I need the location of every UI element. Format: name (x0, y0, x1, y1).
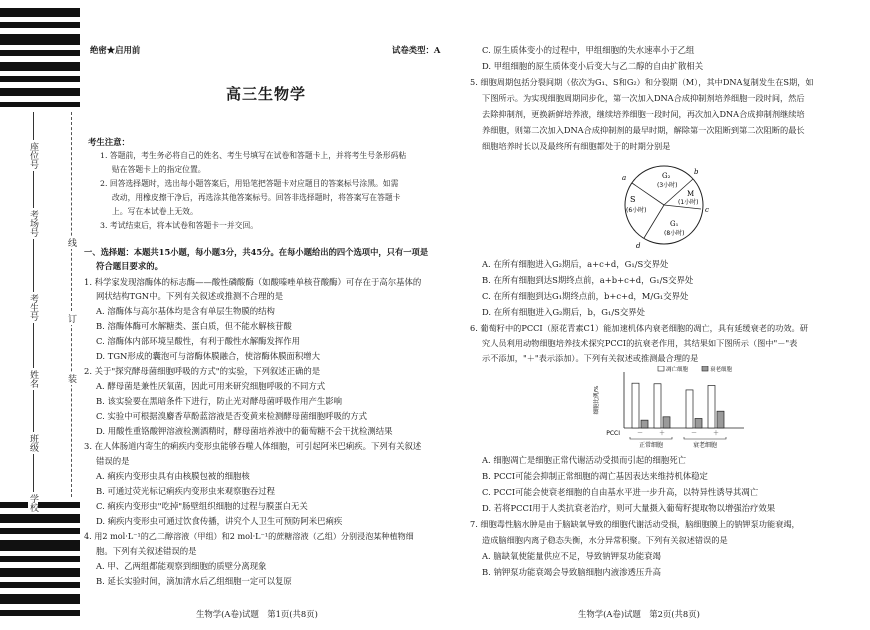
binding-stripe (0, 556, 80, 562)
option-line: A. 溶酶体与高尔基体均是含有单层生物膜的结构 (96, 306, 275, 316)
x-tick-label: ＋ (658, 430, 666, 437)
option-line: A. 酵母菌是兼性厌氧菌，因此可用来研究细胞呼吸的不同方式 (96, 381, 326, 391)
binding-stripe (0, 76, 80, 82)
right-page (470, 0, 866, 630)
class-label: 班级 (28, 434, 38, 452)
option-line: A. 细胞凋亡是细胞正常代谢活动受损而引起的细胞死亡 (482, 455, 686, 465)
group-bracket (684, 437, 726, 439)
question-line: 错误的是 (96, 456, 130, 466)
question-line: 2. 关于"探究酵母菌细胞呼吸的方式"的实验，下列叙述正确的是 (84, 366, 321, 376)
legend-label: 凋亡细胞 (666, 367, 689, 373)
left-page (84, 0, 448, 630)
binding-stripe (0, 568, 80, 577)
pcci-bar-chart (588, 366, 788, 450)
legend-swatch (658, 366, 664, 371)
page-footer: 生物学(A卷)试题 第2页(共8页) (578, 609, 700, 619)
option-line: D. 在所有细胞进入G₂期后，b，G₁/S交界处 (482, 307, 646, 317)
exam-title: 高三生物学 (225, 85, 306, 103)
option-line: D. 若将PCCI用于人类抗衰老治疗，则可大量摄入葡萄籽提取物以增强治疗效果 (482, 503, 776, 513)
bar-apoptotic (708, 385, 715, 428)
y-axis-label: 细胞比例/% (594, 385, 600, 415)
binding-stripe (0, 50, 80, 56)
option-line: D. 甲组细胞的原生质体变小后变大与乙二醇的自由扩散相关 (482, 61, 704, 71)
legend-label: 衰老细胞 (710, 367, 733, 373)
option-line: B. 在所有细胞到达S期终点前，a+b+c+d，G₁/S交界处 (482, 275, 694, 285)
option-line: B. 溶酶体酶可水解糖类、蛋白质，但不能水解核苷酸 (96, 321, 292, 331)
option-line: B. 延长实验时间，滴加清水后乙组细胞一定可以复原 (96, 576, 292, 586)
point-d-label: d (636, 242, 641, 250)
phase-s-label: S (630, 195, 636, 204)
text-line: 上。写在本试卷上无效。 (112, 207, 198, 216)
legend-swatch (702, 366, 708, 371)
text-line: 改动，用橡皮擦干净后，再选涂其他答案标号。回答非选择题时，将答案写在答题卡 (112, 193, 401, 202)
question-line: 示不添加，"＋"表示添加）。下列有关叙述或推测最合理的是 (482, 353, 699, 363)
option-line: D. 用酸性重铬酸钾溶液检测酒精时，酵母菌培养液中的葡萄糖不会干扰检测结果 (96, 426, 393, 436)
binding-stripe (0, 62, 80, 71)
binding-stripe (0, 528, 80, 534)
cell-cycle-diagram (614, 160, 714, 250)
x-tick-label: － (636, 430, 644, 437)
binding-stripe (0, 594, 80, 604)
binding-stripe (0, 582, 80, 588)
confidential-label: 绝密★启用前 (90, 45, 141, 55)
text-line: 2. 回答选择题时，选出每小题答案后，用铅笔把答题卡对应题目的答案标号涂黑。如需 (100, 179, 399, 188)
option-line: B. 该实验要在黑暗条件下进行，防止光对酵母菌呼吸作用产生影响 (96, 396, 342, 406)
question-line: 5. 细胞周期包括分裂间期（依次为G₁、S和G₂）和分裂期（M），其中DNA复制发生在S期，如 (470, 77, 814, 87)
school-label: 学校 (28, 494, 38, 512)
group-label: 正常细胞 (638, 442, 664, 449)
seat-number-label: 座位号 (28, 142, 38, 169)
option-line: B. PCCI可能会抑制正常细胞的凋亡基因表达来维持机体稳定 (482, 471, 708, 481)
phase-g1-hours: (8小时) (664, 230, 685, 237)
phase-g2-label: G₂ (662, 172, 671, 180)
group-label: 衰老细胞 (692, 442, 718, 449)
binding-stripe (0, 610, 80, 616)
section-heading: 符合题目要求的。 (96, 261, 163, 271)
question-line: 1. 科学家发现溶酶体的标志酶——酸性磷酸酶（如酸嗪唑单核苷酸酶）可存在于高尔基体的 (84, 277, 422, 287)
phase-g2-hours: (3小时) (657, 182, 678, 189)
bar-apoptotic (654, 384, 661, 428)
bar-senescent (717, 411, 724, 428)
question-line: 4. 用2 mol·L⁻¹的乙二醇溶液（甲组）和2 mol·L⁻¹的蔗糖溶液（乙组）分别浸泡某种植物细 (84, 531, 414, 541)
candidate-number-label: 考生号 (28, 294, 38, 321)
bind-mark: 装 (66, 374, 76, 383)
option-line: C. PCCI可能会使衰老细胞的自由基水平进一步升高，以特异性诱导其凋亡 (482, 487, 759, 497)
binding-stripe (0, 102, 80, 107)
option-line: C. 在所有细胞到达G₁期终点前，b+c+d，M/G₁交界处 (482, 291, 689, 301)
bar-senescent (663, 417, 670, 428)
option-line: C. 痢疾内变形虫"吃掉"肠壁组织细胞的过程与膜蛋白无关 (96, 501, 308, 511)
bar-senescent (641, 420, 648, 428)
option-line: C. 原生质体变小的过程中，甲组细胞的失水速率小于乙组 (482, 45, 695, 55)
text-line: 贴在答题卡上的指定位置。 (112, 165, 206, 174)
phase-m-label: M (687, 190, 695, 198)
question-line: 下图所示。为实现细胞周期同步化，第一次加入DNA合成抑制剂培养细胞一段时间，然后 (482, 93, 805, 103)
bar-apoptotic (632, 383, 639, 428)
phase-s-hours: (6小时) (626, 207, 647, 214)
option-line: A. 在所有细胞进入G₂期后，a+c+d，G₁/S交界处 (482, 259, 669, 269)
option-line: B. 可通过荧光标记痢疾内变形虫来观察胞吞过程 (96, 486, 275, 496)
option-line: A. 痢疾内变形虫具有由核膜包被的细胞核 (96, 471, 250, 481)
cycle-divider (644, 205, 664, 238)
question-line: 胞。下列有关叙述错误的是 (96, 546, 197, 556)
binding-stripe (0, 88, 80, 96)
question-line: 3. 在人体肠道内寄生的痢疾内变形虫能够吞噬人体细胞，可引起阿米巴痢疾。下列有关叙述 (84, 441, 422, 451)
option-line: B. 钠钾泵功能衰竭会导致脑细胞内液渗透压升高 (482, 567, 661, 577)
cut-line (71, 112, 72, 497)
pcci-row-label: PCCI (606, 430, 620, 437)
question-line: 究人员利用动物细胞培养技术探究PCCI的抗衰老作用，其结果如下图所示（图中"－"表 (482, 338, 798, 348)
question-line: 细胞培养时长以及最终所有细胞都处于的时期分别是 (482, 141, 671, 151)
line-mark: 线 (66, 238, 76, 247)
bar-senescent (695, 418, 702, 428)
question-line: 养细胞，则第二次加入DNA合成抑制剂的最早时期，解除第一次阻断到第二次阻断的最长 (482, 125, 805, 135)
binding-stripe (0, 540, 80, 551)
bar-apoptotic (686, 390, 693, 428)
binding-strip (0, 0, 80, 630)
binding-stripe (0, 22, 80, 28)
name-label: 姓名 (28, 370, 38, 388)
option-line: C. 实验中可根据溴麝香草酚蓝溶液是否变黄来检测酵母菌细胞呼吸的方式 (96, 411, 368, 421)
question-line: 6. 葡萄籽中的PCCI（原花青素C1）能加速机体内衰老细胞的凋亡，具有延缓衰老的功效。研 (470, 323, 808, 333)
point-b-label: b (694, 168, 699, 176)
notice-heading: 考生注意： (88, 137, 130, 147)
text-line: 1. 答题前，考生务必将自己的姓名、考生号填写在试卷和答题卡上，并将考生号条形码粘 (100, 151, 407, 160)
paper-type-label: 试卷类型：A (392, 45, 441, 55)
x-tick-label: － (690, 430, 698, 437)
phase-g1-label: G₁ (670, 220, 679, 228)
order-mark: 订 (66, 314, 76, 323)
option-line: D. 痢疾内变形虫可通过饮食传播，讲究个人卫生可预防阿米巴痢疾 (96, 516, 343, 526)
option-line: C. 溶酶体内部环境呈酸性，有利于酸性水解酶发挥作用 (96, 336, 301, 346)
binding-stripe (0, 502, 80, 508)
page-footer: 生物学(A卷)试题 第1页(共8页) (196, 609, 318, 619)
option-line: A. 脑缺氧使能量供应不足，导致钠钾泵功能衰竭 (482, 551, 661, 561)
point-c-label: c (705, 206, 709, 214)
phase-m-hours: (1小时) (678, 199, 699, 206)
exam-room-label: 考场号 (28, 210, 38, 237)
section-heading: 一、选择题：本题共15小题，每小题3分，共45分。在每小题给出的四个选项中，只有一项是 (84, 247, 429, 257)
question-line: 网状结构TGN中。下列有关叙述或推测不合理的是 (96, 291, 284, 301)
text-line: 3. 考试结束后，将本试卷和答题卡一并交回。 (100, 221, 259, 230)
point-a-label: a (622, 174, 627, 182)
binding-stripe (0, 8, 80, 17)
binding-stripe (0, 514, 80, 523)
binding-stripe (0, 34, 80, 45)
x-tick-label: ＋ (712, 430, 720, 437)
question-line: 造成脑细胞内离子稳态失衡，水分异常积聚。下列有关叙述错误的是 (482, 535, 728, 545)
question-line: 去除抑制剂，更换新鲜培养液，继续培养细胞一段时间，再次加入DNA合成抑制剂继续培 (482, 109, 805, 119)
question-line: 7. 细胞毒性脑水肿是由于脑缺氧导致的细胞代谢活动受损，脑细胞膜上的钠钾泵功能衰竭， (470, 519, 800, 529)
group-bracket (630, 437, 672, 439)
option-line: D. TGN形成的囊泡可与溶酶体膜融合，使溶酶体膜面积增大 (96, 351, 320, 361)
option-line: A. 甲、乙两组都能观察到细胞的质壁分离现象 (96, 561, 267, 571)
